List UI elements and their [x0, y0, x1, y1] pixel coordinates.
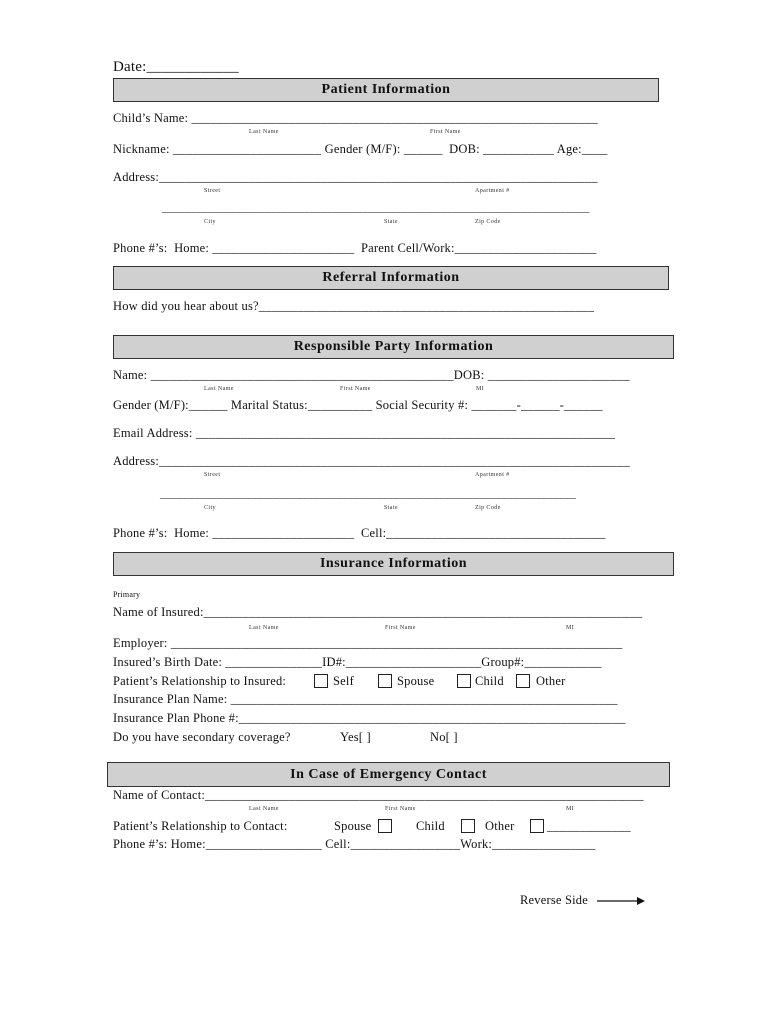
other-label: Other	[536, 674, 566, 688]
sublabel-first-name: First Name	[340, 386, 371, 392]
secondary-yes-option[interactable]: Yes[ ]	[340, 730, 371, 744]
sublabel-last-name: Last Name	[249, 625, 279, 631]
self-checkbox[interactable]	[314, 674, 328, 688]
referral-source-field[interactable]: How did you hear about us?____________________________________________________	[113, 299, 595, 313]
section-title: Insurance Information	[319, 556, 467, 571]
plan-name-field[interactable]: Insurance Plan Name: ____________________________________________________________	[113, 692, 618, 706]
patient-address-field[interactable]: Address:____________________________________________________________________	[113, 170, 598, 184]
child-label: Child	[475, 674, 504, 688]
responsible-phone-fields[interactable]: Phone #’s: Home: ______________________ Cell:__________________________________	[113, 526, 606, 540]
contact-name-field[interactable]: Name of Contact:____________________________________________________________________	[113, 788, 644, 802]
section-title: Responsible Party Information	[293, 339, 494, 354]
responsible-name-dob-field[interactable]: Name: _______________________________________________DOB: ______________________	[113, 368, 630, 382]
reverse-side-label: Reverse Side	[520, 893, 589, 907]
email-field[interactable]: Email Address: _________________________________________________________________	[113, 426, 616, 440]
section-header-patient	[113, 78, 659, 102]
sublabel-last-name: Last Name	[249, 806, 279, 812]
relationship-to-insured-label: Patient’s Relationship to Insured:	[113, 674, 287, 688]
relationship-to-contact-label: Patient’s Relationship to Contact:	[113, 819, 288, 833]
sublabel-street: Street	[204, 188, 221, 194]
sublabel-city: City	[204, 219, 216, 225]
other-checkbox[interactable]	[516, 674, 530, 688]
other-label: Other	[485, 819, 515, 833]
employer-field[interactable]: Employer: ______________________________________________________________________	[113, 636, 623, 650]
section-header-referral	[113, 266, 669, 290]
patient-phone-fields[interactable]: Phone #’s: Home: ______________________ Parent Cell/Work:______________________	[113, 241, 597, 255]
sublabel-last-name: Last Name	[204, 386, 234, 392]
sublabel-mi: MI	[566, 625, 575, 631]
section-header-insurance	[113, 552, 674, 576]
section-title: In Case of Emergency Contact	[290, 766, 487, 782]
responsible-city-state-zip-field[interactable]: _________________________________________________________________________	[160, 488, 577, 500]
sublabel-mi: MI	[566, 806, 575, 812]
child-name-field[interactable]: Child’s Name: _______________________________________________________________	[113, 111, 598, 125]
spouse-checkbox[interactable]	[378, 819, 392, 833]
sublabel-first-name: First Name	[430, 129, 461, 135]
sublabel-last-name: Last Name	[249, 129, 279, 135]
sublabel-mi: MI	[476, 386, 485, 392]
child-label: Child	[416, 819, 445, 833]
sublabel-apartment: Apartment #	[475, 472, 510, 478]
section-header-emergency	[107, 762, 670, 787]
birth-id-group-fields[interactable]: Insured’s Birth Date: _______________ID#:_____________________Group#:____________	[113, 655, 602, 669]
section-title: Patient Information	[321, 82, 451, 97]
child-checkbox[interactable]	[461, 819, 475, 833]
insured-name-field[interactable]: Name of Insured:____________________________________________________________________	[113, 605, 643, 619]
spouse-label: Spouse	[397, 674, 435, 688]
child-checkbox[interactable]	[457, 674, 471, 688]
other-specify-field[interactable]: _____________	[547, 819, 631, 833]
patient-city-state-zip-field[interactable]: ___________________________________________________________________________	[162, 202, 590, 214]
responsible-address-field[interactable]: Address:_________________________________________________________________________	[113, 454, 630, 468]
sublabel-state: State	[384, 219, 398, 225]
date-field[interactable]: Date:____________	[113, 59, 239, 75]
sublabel-first-name: First Name	[385, 806, 416, 812]
sublabel-state: State	[384, 505, 398, 511]
secondary-no-option[interactable]: No[ ]	[430, 730, 458, 744]
sublabel-zip: Zip Code	[475, 505, 501, 511]
self-label: Self	[333, 674, 354, 688]
section-title: Referral Information	[322, 270, 460, 285]
sublabel-apartment: Apartment #	[475, 188, 510, 194]
other-checkbox[interactable]	[530, 819, 544, 833]
sublabel-first-name: First Name	[385, 625, 416, 631]
section-header-responsible	[113, 335, 674, 359]
primary-label: Primary	[113, 590, 141, 599]
spouse-checkbox[interactable]	[378, 674, 392, 688]
arrow-right-icon	[597, 895, 647, 907]
spouse-label: Spouse	[334, 819, 372, 833]
sublabel-city: City	[204, 505, 216, 511]
sublabel-street: Street	[204, 472, 221, 478]
nickname-gender-dob-age-fields[interactable]: Nickname: _______________________ Gender (M/F): ______ DOB: ___________ Age:____	[113, 142, 608, 156]
sublabel-zip: Zip Code	[475, 219, 501, 225]
plan-phone-field[interactable]: Insurance Plan Phone #:____________________________________________________________	[113, 711, 626, 725]
gender-marital-ssn-fields[interactable]: Gender (M/F):______ Marital Status:__________ Social Security #: _______-______-______	[113, 398, 603, 412]
secondary-coverage-label: Do you have secondary coverage?	[113, 730, 291, 744]
contact-phone-fields[interactable]: Phone #’s: Home:__________________ Cell:_________________Work:________________	[113, 837, 596, 851]
